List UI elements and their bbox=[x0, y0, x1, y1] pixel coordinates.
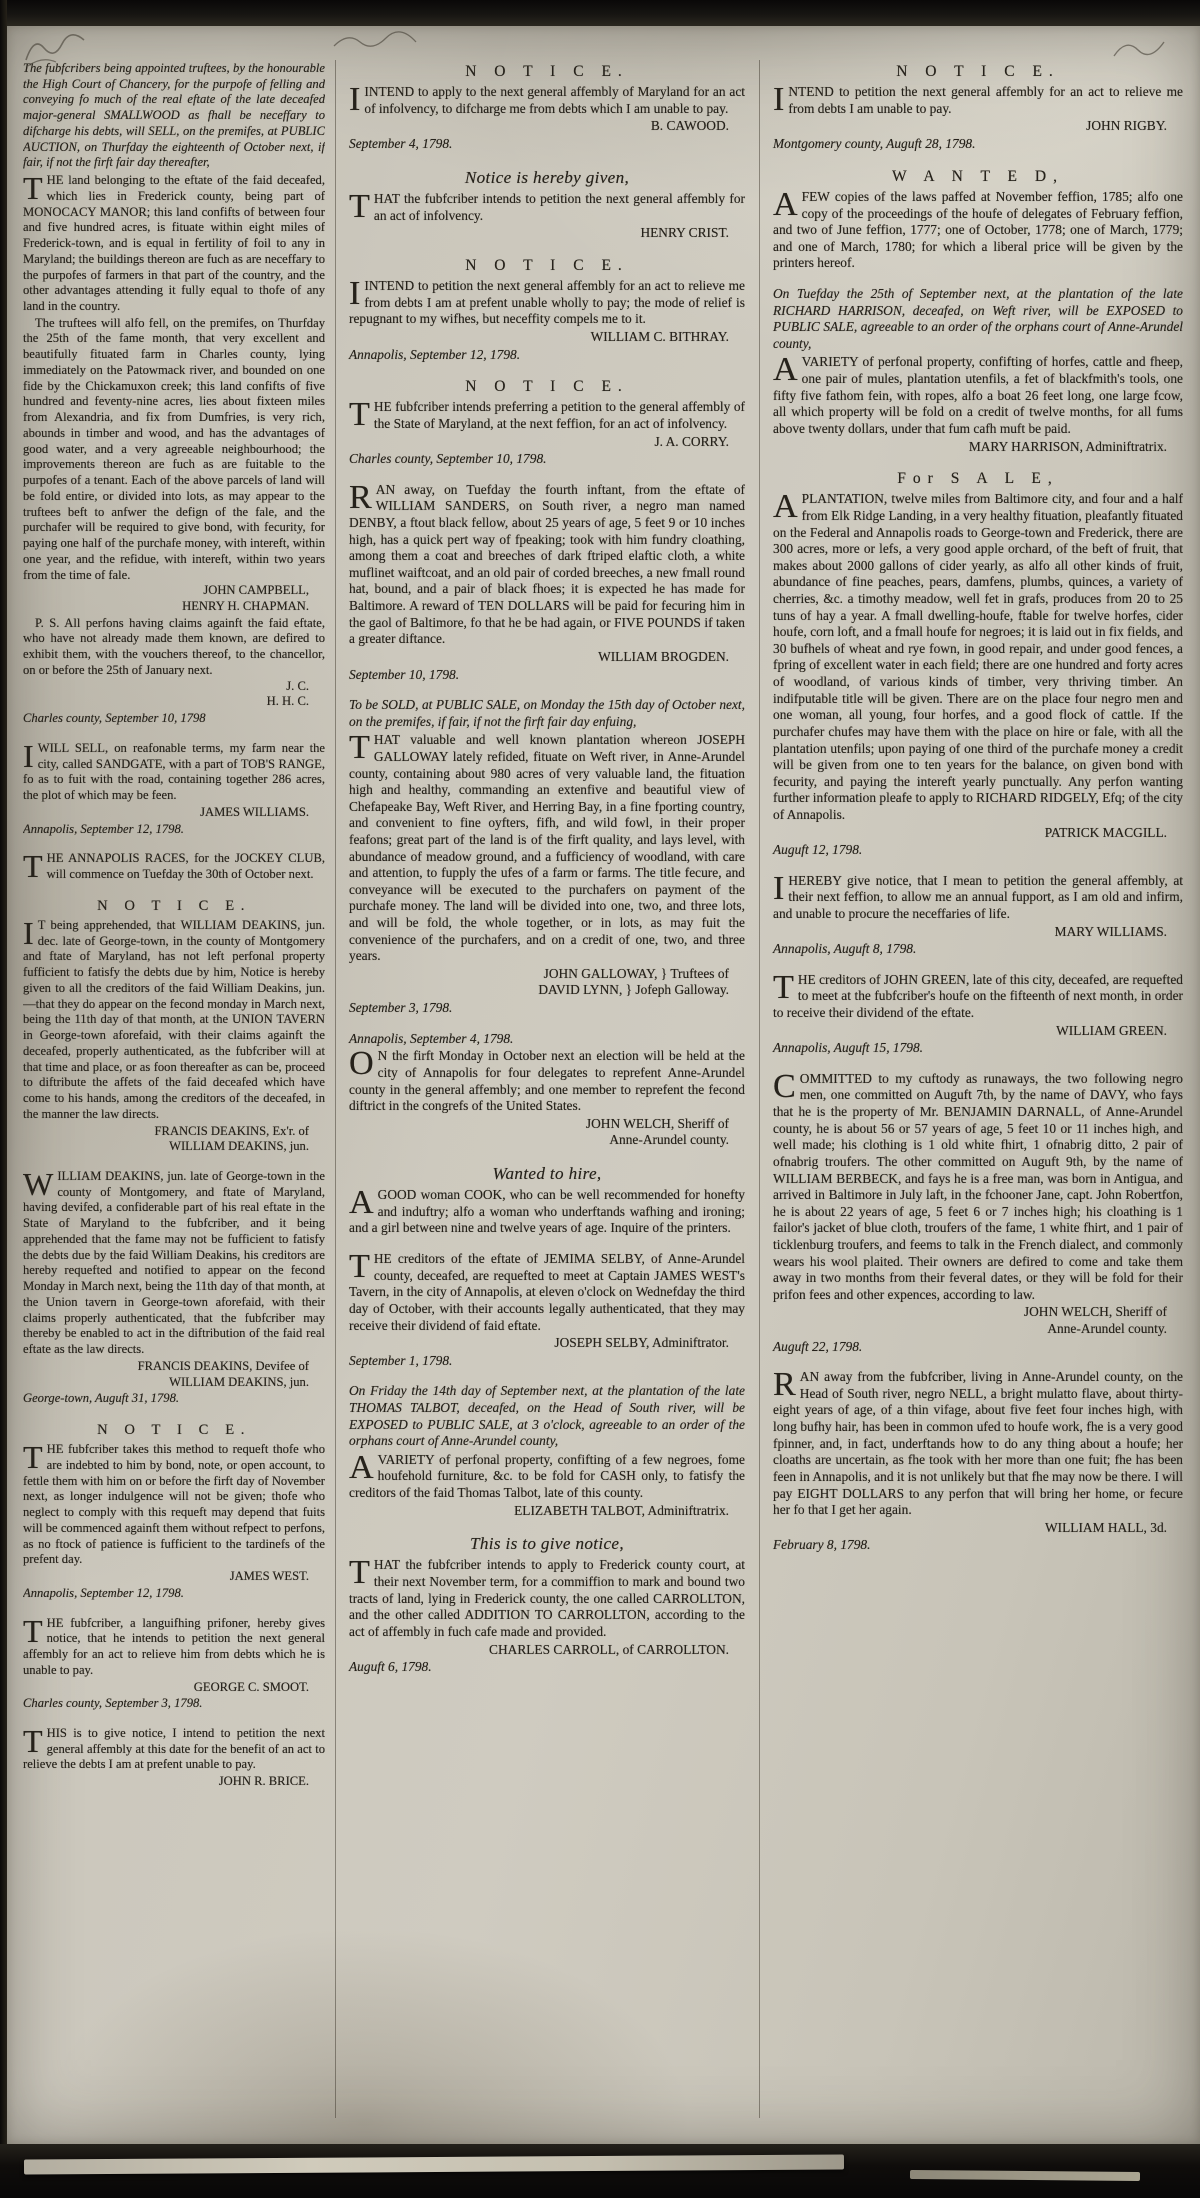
article-body: IINTEND to apply to the next general affembly of Maryland for an act of infolvency, to difcharge me from debts which I am unable to pay. bbox=[349, 81, 745, 119]
signature-line: CHARLES CARROLL, of CARROLLTON. bbox=[489, 1641, 729, 1657]
drop-cap: T bbox=[349, 1248, 370, 1286]
signature-line: JOHN RIGBY. bbox=[1086, 118, 1167, 134]
drop-cap: T bbox=[349, 729, 370, 767]
article-body: THIS is to give notice, I intend to petition the next general affembly at this date for the benefit of an act to relieve the debts I am at prefent unable to pay. bbox=[23, 1723, 325, 1772]
article-body: IWILL SELL, on reafonable terms, my farm near the city, called SANDGATE, with a part of TOB'S RANGE, fo as to fuit with the road, containing together 286 acres, the plot of which may be feen. bbox=[23, 737, 325, 803]
article bbox=[349, 1163, 745, 1237]
drop-cap: T bbox=[23, 170, 43, 207]
article-body: THE fubfcriber takes this method to requeft thofe who are indebted to him by bond, note, or open account, to fettle them with him on or before the firft day of November next, as longer indulgence will not be given; thofe who neglect to comply with this requeft may depend that fuits will be commenced againft them without refpect to perfons, as no ftock of patience is fufficient to the tardinefs of the prefent day. bbox=[23, 1439, 325, 1567]
drop-cap: T bbox=[23, 848, 43, 885]
signature-line: JOSEPH SELBY, Adminiftrator. bbox=[554, 1335, 729, 1351]
article-body: THE land belonging to the eftate of the faid deceafed, which lies in Frederick county, being part of MONOCACY MANOR; this land confifts of between four and five hundred acres, is fituate within eight miles of Frederick-town, and is equal in fertility of foil to any in Maryland; the buildings thereon are fuch as are neceffary to the purpofes of farmers in that part of the country, and the other advantages attending it fully equal to thofe of any land in the country. bbox=[23, 170, 325, 314]
article-heading: N O T I C E. bbox=[97, 1422, 251, 1438]
article-body: RAN away from the fubfcriber, living in Anne-Arundel county, on the Head of South river, negro NELL, a bright mulatto flave, about thirty-eight years of age, of a thin vifage, about five feet four inches high, with long bufhy hair, has been in common ufed to houfe work, fhe is a very good fpinner, and, in fact, underftands how to do any thing about a houfe; her cloaths are uncertain, as fhe took with her more than one fuit; fhe has been feen in Annapolis, and it is not unlikely but that fhe may now be there. I will pay EIGHT DOLLARS to any perfon that will bring her home, or fecure her fo that I get her again. bbox=[773, 1366, 1183, 1518]
article bbox=[23, 897, 325, 1155]
article-body: THE creditors of the eftate of JEMIMA SELBY, of Anne-Arundel county, deceafed, are requefted to meet at Captain JAMES WEST's Tavern, in the city of Annapolis, at eleven o'clock on Wednefday the third day of October, with their accounts legally authenticated, that they may receive their dividend of faid eftate. bbox=[349, 1248, 745, 1333]
article bbox=[349, 1248, 745, 1369]
signature-line: Anne-Arundel county. bbox=[1047, 1321, 1167, 1337]
dateline: Charles county, September 10, 1798 bbox=[23, 711, 206, 726]
article-body: THAT valuable and well known plantation whereon JOSEPH GALLOWAY lately refided, fituate on Weft river, in Anne-Arundel county, containing about 980 acres of very valuable land, the fituation high and healthy, commanding an extenfive and beautiful view of Chefapeake Bay, Weft River, and Herring Bay, in a fine fporting country, and convenient to fine oyfters, fifh, and wild fowl, in their proper feafons; great part of the land is of the firft quality, and lays level, with abundance of meadow ground, and a fufficiency of woodland, with care and attention, to fupply the ufes of a farm or farms. The title fecure, and conveyance will be executed to the purchafers on payment of the purchafe money. The land will be divided into one, two, and three lots, and will be fold, the whole together, or in lots, as may fuit the convenience of the purchafers, and on a credit of one, two, and three years. bbox=[349, 729, 745, 964]
article-heading: N O T I C E. bbox=[97, 897, 251, 914]
signature-line: Anne-Arundel county. bbox=[609, 1132, 729, 1148]
article-body: AVARIETY of perfonal property, confifting of horfes, cattle and fheep, one pair of mules, plantation utenfils, a fet of blackfmith's tools, one fifty five fathom fein, with ropes, alfo a boat 26 feet long, one large fcow, all which property will be fold on a credit of twelve months, for all fums above twenty dollars, under that fum cafh muft be paid. bbox=[773, 351, 1183, 436]
drop-cap: W bbox=[23, 1165, 54, 1202]
pen-mark bbox=[1110, 34, 1170, 64]
dateline: September 3, 1798. bbox=[349, 1000, 453, 1016]
article-body: THE ANNAPOLIS RACES, for the JOCKEY CLUB, will commence on Tuefday the 30th of October next. bbox=[23, 848, 325, 885]
article-body: APLANTATION, twelve miles from Baltimore city, and four and a half from Elk Ridge Landing, in a very healthy fituation, pleafantly fituated on the Federal and Annapolis roads to George-town and Frederick, there are 300 acres, more or lefs, a very good apple orchard, of the beft of fruit, that makes about 2000 gallons of cider yearly, as alfo all other kinds of fruit, abundance of fine peaches, pears, damfens, plumbs, quinces, a variety of cherries, &c. a timothy meadow, well fet in grafs, produces from 20 to 25 tuns of hay a year. A fmall dwelling-houfe, ftable for twelve horfes, cider houfe, corn loft, and a fmall houfe for negroes; it is laid out in fix fields, and 30 bufhels of wheat and rye fown, in good repair, and under good fences, a fpring of excellent water in each field; there are one hundred and forty acres of woodland, of various kinds of timber, very thriving timber. An indifputable title will be given. There are on the place four negro men and one woman, all young, four horfes, and a good flock of cattle. If the purchafer chufes may have them with the place on hire or fale, with all the plantation utenfils; upon paying of one third of the purchafe money a credit will be given from one to ten years for the balance, on given bond with fecurity, and paying the intereft yearly punctually. Any perfon wanting further information pleafe to apply to RICHARD RIDGELY, Efq; of the city of Annapolis. bbox=[773, 488, 1183, 822]
article-body: AVARIETY of perfonal property, confifting of a few negroes, fome houfehold furniture, &c. to be fold for CASH only, to fatisfy the creditors of the faid Thomas Talbot, late of this county. bbox=[349, 1448, 745, 1500]
article-body: I T being apprehended, that WILLIAM DEAKINS, jun. dec. late of George-town, in the county of Montgomery and ftate of Maryland, has not left perfonal property fufficient to fatisfy the debts due by him, Notice is hereby given to all the creditors of the faid William Deakins, jun.—that they do appear on the fecond monday in March next, being the 11th day of that month, at the UNION TAVERN in George-town aforefaid, with their claims againft the deceafed, properly authenticated, as the fubfcriber will at that time and place, or as foon thereafter as can be, proceed to diftribute the affets of the faid deceafed which have come to his hands, among the creditors of the deceafed, in the manner the law directs. bbox=[23, 914, 325, 1121]
pen-mark bbox=[330, 28, 420, 54]
article-body: WILLIAM DEAKINS, jun. late of George-town in the county of Montgomery, and ftate of Maryland, having devifed, a confiderable part of his real eftate in the State of Maryland to the fubfcriber, and it being apprehended that the fame may not be fufficient to fatisfy the debts due by the faid William Deakins, his creditors are hereby requefted and notified to appear on the fecond Monday in March next, being the 11th day of that month, at the Union tavern in George-town aforefaid, with their claims properly authenticated, that the fubfcriber may thereby be enabled to act in the diftribution of the faid real eftate as the law directs. bbox=[23, 1165, 325, 1357]
drop-cap: I bbox=[23, 737, 34, 774]
drop-cap: I bbox=[349, 275, 361, 313]
article-heading: Notice is hereby given, bbox=[464, 167, 630, 187]
article bbox=[773, 62, 1183, 153]
article bbox=[349, 1383, 745, 1519]
signature-line: JAMES WILLIAMS. bbox=[200, 804, 309, 819]
article bbox=[773, 286, 1183, 455]
signature-line: ELIZABETH TALBOT, Adminiftratrix. bbox=[514, 1502, 729, 1518]
article bbox=[23, 1421, 325, 1602]
article bbox=[23, 737, 325, 837]
article bbox=[773, 968, 1183, 1057]
newspaper-column bbox=[335, 60, 755, 2118]
article-intro: On Friday the 14th day of September next, at the plantation of the late THOMAS TALBOT, deceafed, on the Head of South river, will be EXPOSED to PUBLIC SALE, at 3 o'clock, agreeable to an order of the orphans court of Anne-Arundel county, bbox=[349, 1383, 745, 1449]
signature-line: WILLIAM DEAKINS, jun. bbox=[169, 1374, 309, 1389]
signature-line: WILLIAM HALL, 3d. bbox=[1045, 1519, 1167, 1535]
signature-line: DAVID LYNN, } Jofeph Galloway. bbox=[538, 982, 729, 998]
drop-cap: T bbox=[23, 1439, 43, 1476]
drop-cap: A bbox=[349, 1448, 374, 1486]
torn-paper-strip bbox=[910, 2170, 1140, 2181]
signature-line: HENRY CRIST. bbox=[640, 225, 729, 241]
signature-line: B. CAWOOD. bbox=[650, 118, 729, 134]
article-body: COMMITTED to my cuftody as runaways, the two following negro men, one committed on Auguft 7th, by the name of DAVY, who fays that he is the property of Mr. BENJAMIN DARNALL, of Anne-Arundel county, he is about 56 or 57 years of age, 5 feet 10 or 11 inches high, and well made; his clothing is 1 old white fhirt, 1 ofnabrig ditto, 2 pair of ofnabrig troufers. The other committed on Auguft 9th, by the name of WILLIAM BERBECK, and fays he is a free man, was born in Antigua, and arrived in Baltimore in July laft, in the fchooner Jane, capt. John Robertfon, he is about 22 years of age, 5 feet 6 or 7 inches high; his cloathing is 1 failor's jacket of blue cloth, troufers of the fame, 1 white fhirt, and 1 pair of ticklenburg troufers, and feems to talk in the French dialect, and commonly wears his wool plaited. Their owners are defired to come and take them away in two months from their feveral dates, or they will be fold for their prifon fees and other expences, according to law. bbox=[773, 1067, 1183, 1302]
signature-line: J. C. bbox=[286, 678, 309, 693]
article bbox=[349, 377, 745, 468]
article bbox=[23, 1612, 325, 1712]
signature-line: JOHN CAMPBELL, bbox=[203, 583, 309, 598]
article-body: INTEND to petition the next general affembly for an act to relieve me from debts I am unable to pay. bbox=[773, 81, 1183, 119]
article-body: THE creditors of JOHN GREEN, late of this city, deceafed, are requefted to meet at the fubfcriber's houfe on the fifteenth of next month, in order to receive their dividend of the eftate. bbox=[773, 968, 1183, 1021]
scan-edge-bottom bbox=[0, 2144, 1200, 2198]
article bbox=[773, 469, 1183, 859]
article-heading: This is to give notice, bbox=[469, 1534, 625, 1554]
dateline: February 8, 1798. bbox=[773, 1537, 871, 1553]
pen-mark bbox=[22, 30, 92, 70]
dateline: Auguft 6, 1798. bbox=[349, 1659, 432, 1675]
signature-line: J. A. CORRY. bbox=[654, 433, 729, 449]
newspaper-column bbox=[23, 60, 325, 2118]
article-body: THAT the fubfcriber intends to apply to Frederick county court, at their next November term, for a commiffion to mark and bound two tracts of land, lying in Frederick county, the one called CARROLLTON, and the other called ADDITION TO CARROLLTON, according to the act of affembly in fuch cafe made and provided. bbox=[349, 1554, 745, 1639]
signature-line: JOHN WELCH, Sheriff of bbox=[585, 1115, 729, 1131]
signature-line: HENRY H. CHAPMAN. bbox=[182, 598, 309, 613]
article bbox=[23, 61, 325, 727]
drop-cap: R bbox=[773, 1366, 796, 1404]
article bbox=[349, 1031, 745, 1149]
signature-line: MARY HARRISON, Adminiftratrix. bbox=[968, 438, 1167, 454]
dateline: Annapolis, Auguft 8, 1798. bbox=[773, 941, 917, 957]
drop-cap: I bbox=[773, 81, 785, 119]
drop-cap: T bbox=[23, 1612, 43, 1649]
dateline: Annapolis, September 12, 1798. bbox=[23, 821, 184, 836]
paper-sheet bbox=[7, 26, 1200, 2144]
article-body: RAN away, on Tuefday the fourth inftant, from the eftate of WILLIAM SANDERS, on South river, a negro man named DENBY, a ftout black fellow, about 25 years of age, 5 feet 9 or 10 inches high, has a quick pert way of fpeaking; took with him fundry cloathing, among them a coat and breeches of dark ftriped elaftic cloth, a white muflinet waiftcoat, and an old pair of corded breeches, a new fmall round hat, bound, and a pair of black fhoes; it is expected he has made for Baltimore. A reward of TEN DOLLARS will be paid for fecuring him in the gaol of Baltimore, fo that he be had again, or FIVE POUNDS if taken a greater diftance. bbox=[349, 478, 745, 647]
drop-cap: A bbox=[349, 1184, 374, 1222]
drop-cap: T bbox=[349, 187, 370, 225]
article-heading: W A N T E D, bbox=[892, 167, 1064, 185]
article bbox=[349, 1533, 745, 1676]
article-intro: To be SOLD, at PUBLIC SALE, on Monday the 15th day of October next, on the premifes, if fair, if not the firft fair day enfuing, bbox=[349, 697, 745, 729]
article-heading: N O T I C E. bbox=[465, 63, 629, 80]
drop-cap: A bbox=[773, 488, 798, 526]
dateline: Annapolis, September 12, 1798. bbox=[349, 346, 521, 362]
dateline: September 10, 1798. bbox=[349, 666, 460, 682]
article-body: O N the firft Monday in October next an election will be held at the city of Annapolis for four delegates to reprefent Anne-Arundel county in the general affembly; and one member to reprefent the fecond diftrict in the congrefs of the United States. bbox=[349, 1045, 745, 1114]
signature-line: JOHN GALLOWAY, } Truftees of bbox=[543, 965, 729, 981]
article-body: IINTEND to petition the next general affembly for an act to relieve me from debts I am at prefent unable wholly to pay; the mode of relief is repugnant to my wifhes, but neceffity compels me to it. bbox=[349, 275, 745, 327]
drop-cap: I bbox=[773, 869, 785, 907]
article bbox=[23, 1723, 325, 1790]
dateline: Auguft 22, 1798. bbox=[773, 1338, 863, 1354]
signature-line: WILLIAM GREEN. bbox=[1056, 1022, 1167, 1038]
article-paragraph: P. S. All perfons having claims againft the faid eftate, who have not already made them known, are defired to exhibit them, with the vouchers thereof, to the chancellor, on or before the 25th of January next. bbox=[23, 615, 325, 677]
article bbox=[349, 62, 745, 153]
article-body: THE fubfcriber intends preferring a petition to the general affembly of the State of Maryland, at the next feffion, for an act of infolvency. bbox=[349, 396, 745, 434]
drop-cap: T bbox=[23, 1723, 43, 1759]
article-intro: On Tuefday the 25th of September next, at the plantation of the late RICHARD HARRISON, deceafed, on Weft river, will be EXPOSED to PUBLIC SALE, agreeable to an order of the orphans court of Anne-Arundel county, bbox=[773, 286, 1183, 351]
article bbox=[23, 1165, 325, 1407]
dateline: Annapolis, September 4, 1798. bbox=[349, 1030, 514, 1046]
drop-cap: T bbox=[773, 968, 794, 1006]
drop-cap: T bbox=[349, 396, 370, 434]
article-heading: For S A L E, bbox=[897, 470, 1059, 488]
signature-line: FRANCIS DEAKINS, Ex'r. of bbox=[154, 1123, 309, 1138]
article-body: IHEREBY give notice, that I mean to petition the general affembly, at their next feffion, to allow me an annual fupport, as I am old and infirm, and unable to procure the neceffaries of life. bbox=[773, 869, 1183, 921]
signature-line: JOHN WELCH, Sheriff of bbox=[1023, 1304, 1167, 1320]
signature-line: PATRICK MACGILL. bbox=[1044, 824, 1167, 840]
scan-edge-left bbox=[0, 0, 7, 2198]
article bbox=[773, 167, 1183, 272]
dateline: Annapolis, September 12, 1798. bbox=[23, 1585, 184, 1600]
article bbox=[349, 697, 745, 1017]
article-heading: N O T I C E. bbox=[465, 378, 629, 396]
signature-line: WILLIAM C. BITHRAY. bbox=[590, 328, 729, 344]
signature-line: H. H. C. bbox=[266, 694, 309, 709]
article-body: AGOOD woman COOK, who can be well recommended for honefty and induftry; alfo a woman who underftands wafhing and ironing; and a girl between nine and twelve years of age. Inquire of the printers. bbox=[349, 1184, 745, 1236]
article-heading: N O T I C E. bbox=[465, 256, 629, 274]
dateline: September 1, 1798. bbox=[349, 1352, 453, 1368]
drop-cap: C bbox=[773, 1067, 796, 1105]
article bbox=[773, 1067, 1183, 1355]
article bbox=[773, 1366, 1183, 1554]
article-heading: N O T I C E. bbox=[896, 63, 1060, 80]
signature-line: WILLIAM DEAKINS, jun. bbox=[169, 1139, 309, 1154]
drop-cap: T bbox=[349, 1554, 370, 1592]
newspaper-column bbox=[759, 60, 1187, 2118]
dateline: Annapolis, Auguft 15, 1798. bbox=[773, 1040, 924, 1056]
article bbox=[23, 848, 325, 885]
article bbox=[349, 256, 745, 363]
article-intro: The fubfcribers being appointed truftees, by the honourable the High Court of Chancery, for the purpofe of felling and conveying fo much of the real eftate of the late deceafed major-general SMALLWOOD as fhall be neceffary to difcharge his debts, will SELL, on the premifes, at PUBLIC AUCTION, on Thurfday the eighteenth of October next, if fair, if not the firft fair day thereafter, bbox=[23, 61, 325, 170]
dateline: Charles county, September 3, 1798. bbox=[23, 1696, 203, 1711]
scan-edge-top bbox=[0, 0, 1200, 26]
article bbox=[349, 478, 745, 683]
article-body: THAT the fubfcriber intends to petition the next general affembly for an act of infolvency. bbox=[349, 187, 745, 225]
drop-cap: A bbox=[773, 185, 798, 223]
drop-cap: I bbox=[349, 81, 361, 119]
signature-line: GEORGE C. SMOOT. bbox=[193, 1679, 309, 1694]
drop-cap: I bbox=[23, 914, 34, 951]
signature-line: FRANCIS DEAKINS, Devifee of bbox=[137, 1358, 309, 1373]
signature-line: MARY WILLIAMS. bbox=[1054, 923, 1167, 939]
signature-line: WILLIAM BROGDEN. bbox=[598, 648, 729, 664]
article bbox=[773, 869, 1183, 958]
article-paragraph: The truftees will alfo fell, on the premifes, on Thurfday the 25th of the fame month, that very excellent and beautifully fituated farm in Charles county, lying immediately on the Patowmack river, and bounded on one fide by the Chickamuxon creek; this land confifts of five hundred and feventy-nine acres, lies about fixteen miles from Alexandria, and fix from Dumfries, is very rich, abounds in timber and wood, and has the advantages of good water, and a very agreeable neighbourhood; the improvements thereon are fuch as are fuitable to the purpofes of a tenant. Each of the above parcels of land will be fold entire, or divided into lots, as may appear to the truftees beft to anfwer the defign of the fale, and the purchafer will be required to give bond, with fecurity, for paying one half of the purchafe money, with intereft, within one year, and the refidue, with intereft, within two years from the time of fale. bbox=[23, 315, 325, 582]
dateline: Auguft 12, 1798. bbox=[773, 842, 863, 858]
drop-cap: O bbox=[349, 1045, 374, 1083]
drop-cap: A bbox=[773, 351, 798, 389]
article-body: THE fubfcriber, a languifhing prifoner, hereby gives notice, that he intends to petition the next general affembly for an act to relieve him from debts which he is unable to pay. bbox=[23, 1612, 325, 1677]
article-body: AFEW copies of the laws paffed at November feffion, 1785; alfo one copy of the proceedings of the houfe of delegates of February feffion, and two of June feffion, 1777; one of October, 1778; one of March, 1779; and one of March, 1780; for which a liberal price will be given by the printers hereof. bbox=[773, 185, 1183, 271]
drop-cap: R bbox=[349, 478, 372, 516]
columns-container bbox=[7, 26, 1200, 2144]
article-heading: Wanted to hire, bbox=[492, 1163, 602, 1183]
torn-paper-strip bbox=[24, 2154, 844, 2174]
dateline: September 4, 1798. bbox=[349, 136, 453, 152]
dateline: George-town, Auguft 31, 1798. bbox=[23, 1391, 180, 1406]
signature-line: JOHN R. BRICE. bbox=[218, 1774, 309, 1789]
article bbox=[349, 167, 745, 242]
dateline: Montgomery county, Auguft 28, 1798. bbox=[773, 136, 976, 152]
signature-line: JAMES WEST. bbox=[229, 1569, 309, 1584]
dateline: Charles county, September 10, 1798. bbox=[349, 451, 547, 467]
